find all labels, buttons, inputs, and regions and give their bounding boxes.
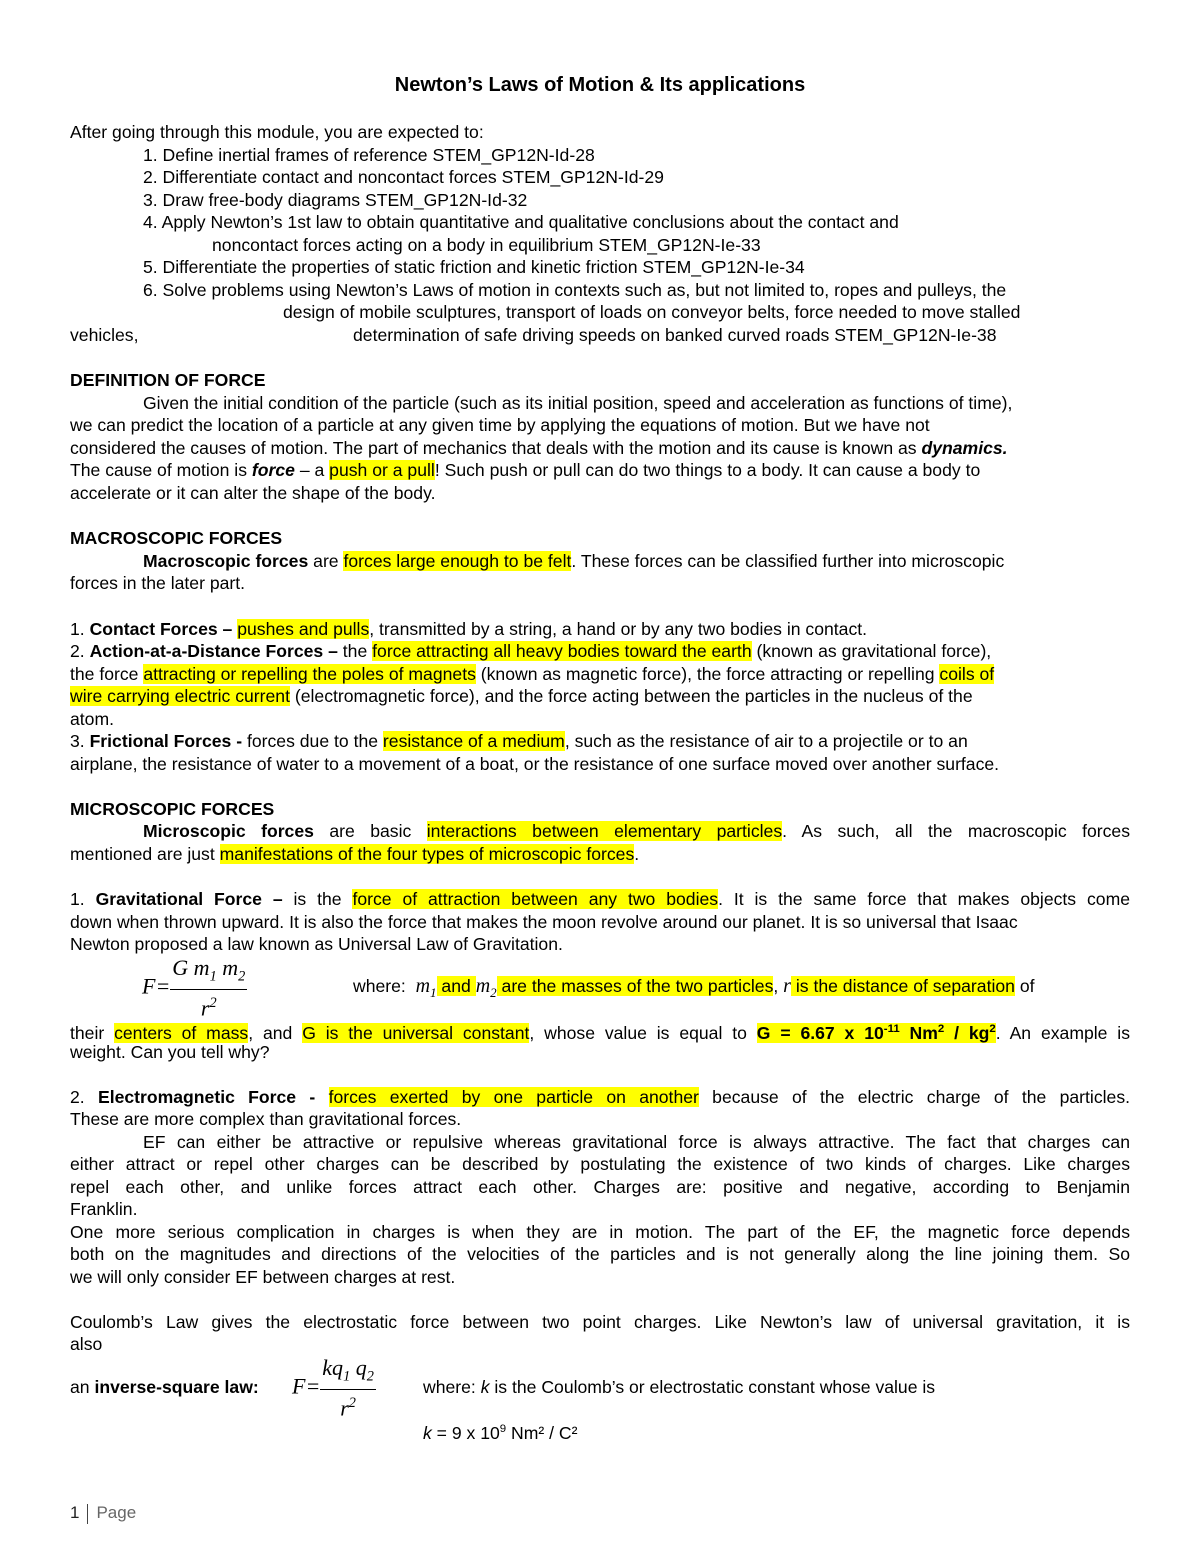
definition-line-1: Given the initial condition of the particle (such as its initial position, speed and acceleration as functions of time), <box>143 393 1013 413</box>
grav-line-1: 1. Gravitational Force – is the force of attraction between any two bodies. It is the same force that makes objects come <box>70 889 1131 909</box>
objective-6-end: determination of safe driving speeds on banked curved roads STEM_GP12N-Ie-38 <box>353 325 997 345</box>
objective-4: 4. Apply Newton’s 1st law to obtain quantitative and qualitative conclusions about the contact and <box>143 212 899 232</box>
coulomb-constant: k = 9 x $10^9$ Nm² / C² <box>423 1422 578 1443</box>
action-distance-line-1: 2. Action-at-a-Distance Forces – the force attracting all heavy bodies toward the earth (known as gravitational force), <box>70 641 992 661</box>
macro-line-1: Macroscopic forces are forces large enough to be felt. These forces can be classified further into microscopic <box>143 551 1005 571</box>
em-line-2: These are more complex than gravitational forces. <box>70 1109 462 1129</box>
em-line-6: Franklin. <box>70 1199 138 1219</box>
objective-6-cont: design of mobile sculptures, transport of loads on conveyor belts, force needed to move stalled <box>283 302 1021 322</box>
contact-forces-line: 1. Contact Forces – pushes and pulls, transmitted by a string, a hand or by any two bodies in contact. <box>70 619 868 639</box>
coulomb-line-2: also <box>70 1334 103 1354</box>
intro-text: After going through this module, you are expected to: <box>70 122 484 142</box>
em-line-4: either attract or repel other charges can be described by postulating the existence of two kinds of charges. Like charges <box>70 1154 1130 1174</box>
coulomb-line-1: Coulomb’s Law gives the electrostatic force between two point charges. Like Newton’s law of universal gravitation, it is <box>70 1312 1130 1332</box>
micro-line-1: Microscopic forces are basic interactions between elementary particles. As such, all the macroscopic forces <box>143 821 1130 841</box>
definition-heading: DEFINITION OF FORCE <box>70 370 266 390</box>
definition-line-5: accelerate or it can alter the shape of the body. <box>70 483 436 503</box>
micro-heading: MICROSCOPIC FORCES <box>70 799 275 819</box>
action-distance-line-4: atom. <box>70 709 115 729</box>
grav-where-line: where: $m_1$ and $m_2$ are the masses of the two particles, r is the distance of separation of <box>353 975 1035 1000</box>
objective-1: 1. Define inertial frames of reference STEM_GP12N-Id-28 <box>143 145 595 165</box>
definition-line-2: we can predict the location of a particle at any given time by applying the equations of motion. But we have not <box>70 415 930 435</box>
em-line-7: One more serious complication in charges is when they are in motion. The part of the EF, the magnetic force depends <box>70 1222 1130 1242</box>
grav-line-2: down when thrown upward. It is also the force that makes the moon revolve around our planet. It is so universal that Isaac <box>70 912 1018 932</box>
grav-line-3: Newton proposed a law known as Universal Law of Gravitation. <box>70 934 563 954</box>
objective-3: 3. Draw free-body diagrams STEM_GP12N-Id-32 <box>143 190 528 210</box>
macro-heading: MACROSCOPIC FORCES <box>70 528 283 548</box>
definition-line-3: considered the causes of motion. The part of mechanics that deals with the motion and its cause is known as dynamics. <box>70 438 1008 458</box>
gravitation-equation: F= $\frac{G m_1 m_2}{r^2}$ <box>142 955 246 1021</box>
action-distance-line-2: the force attracting or repelling the poles of magnets (known as magnetic force), the force attracting or repelling coils of <box>70 664 995 684</box>
objective-5: 5. Differentiate the properties of static friction and kinetic friction STEM_GP12N-Ie-34 <box>143 257 805 277</box>
footer-divider <box>87 1504 88 1524</box>
macro-line-2: forces in the later part. <box>70 573 246 593</box>
grav-line-6: weight. Can you tell why? <box>70 1042 270 1062</box>
em-line-5: repel each other, and unlike forces attract each other. Charges are: positive and negative, according to Benjamin <box>70 1177 1130 1197</box>
document-title: Newton’s Laws of Motion & Its applications <box>394 74 806 96</box>
objective-2: 2. Differentiate contact and noncontact forces STEM_GP12N-Id-29 <box>143 167 664 187</box>
coulomb-where-line: where: k is the Coulomb’s or electrostatic constant whose value is <box>423 1377 936 1397</box>
action-distance-line-3: wire carrying electric current (electromagnetic force), and the force acting between the particles in the nucleus of the <box>70 686 973 706</box>
micro-line-2: mentioned are just manifestations of the four types of microscopic forces. <box>70 844 640 864</box>
page-number: 1 <box>70 1503 80 1522</box>
em-line-8: both on the magnitudes and directions of the velocities of the particles and is not generally along the line joining them. So <box>70 1244 1130 1264</box>
objective-4-cont: noncontact forces acting on a body in equilibrium STEM_GP12N-Ie-33 <box>212 235 761 255</box>
objective-6: 6. Solve problems using Newton’s Laws of motion in contexts such as, but not limited to, ropes and pulleys, the <box>143 280 1007 300</box>
em-line-9: we will only consider EF between charges at rest. <box>70 1267 456 1287</box>
objective-6-vehicles: vehicles, <box>70 325 139 345</box>
document-page <box>70 0 1130 1553</box>
frictional-line-2: airplane, the resistance of water to a movement of a boat, or the resistance of one surface moved over another surface. <box>70 754 1000 774</box>
page-footer <box>70 1503 136 1524</box>
grav-line-5: their centers of mass, and G is the universal constant, whose value is equal to G = 6.67 x $10^{-11}$ $Nm^2 / kg^2$. An example is <box>70 1022 1131 1043</box>
coulomb-equation: F= $\frac{kq_1 q_2}{r^2}$ <box>292 1355 374 1421</box>
em-line-3: EF can either be attractive or repulsive whereas gravitational force is always attractive. The fact that charges can <box>143 1132 1130 1152</box>
coulomb-line-3: an inverse-square law: <box>70 1377 259 1397</box>
em-line-1: 2. Electromagnetic Force - forces exerted by one particle on another because of the electric charge of the particles. <box>70 1087 1131 1107</box>
definition-line-4: The cause of motion is force – a push or a pull! Such push or pull can do two things to a body. It can cause a body to <box>70 460 981 480</box>
page-label: Page <box>96 1503 137 1522</box>
frictional-line-1: 3. Frictional Forces - forces due to the resistance of a medium, such as the resistance of air to a projectile or to an <box>70 731 968 751</box>
